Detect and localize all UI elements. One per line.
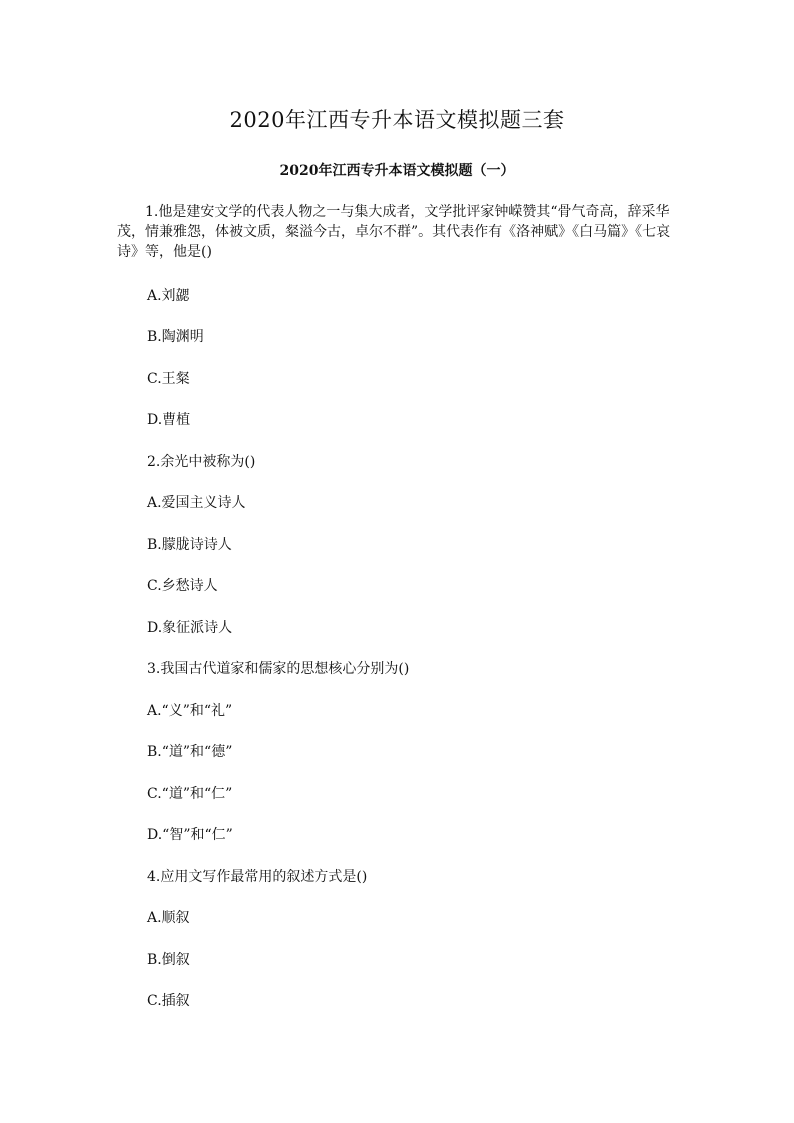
section-subtitle: 2020年江西专升本语文模拟题（一） (279, 163, 515, 179)
question-4-option-a: A.顺叙 (147, 910, 190, 926)
question-3-option-a: A.“义”和“礼” (147, 703, 233, 719)
question-1-option-c: C.王粲 (147, 371, 190, 387)
question-2-stem: 2.余光中被称为() (147, 454, 256, 470)
question-2-option-a: A.爱国主义诗人 (147, 495, 246, 511)
question-3-stem: 3.我国古代道家和儒家的思想核心分别为() (147, 661, 410, 677)
question-1-option-d: D.曹植 (147, 412, 191, 428)
question-3-option-d: D.“智”和“仁” (147, 827, 233, 843)
question-1-stem: 1.他是建安文学的代表人物之一与集大成者，文学批评家钟嵘赞其“骨气奇高，辞采华茂，情兼雅怨，体被文质，粲溢今古，卓尔不群”。其代表作有《洛神赋》《白马篇》《七哀诗》等，他是() (117, 204, 671, 260)
question-2-option-b: B.朦胧诗诗人 (147, 537, 232, 553)
question-4-option-c: C.插叙 (147, 993, 190, 1009)
question-1-option-a: A.刘勰 (147, 288, 190, 304)
question-2-option-c: C.乡愁诗人 (147, 578, 218, 594)
question-3-option-b: B.“道”和“德” (147, 744, 233, 760)
question-4-stem: 4.应用文写作最常用的叙述方式是() (147, 869, 368, 885)
document-title: 2020年江西专升本语文模拟题三套 (229, 108, 565, 132)
question-1-option-b: B.陶渊明 (147, 329, 204, 345)
question-3-option-c: C.“道”和“仁” (147, 786, 233, 802)
question-4-option-b: B.倒叙 (147, 952, 190, 968)
question-2-option-d: D.象征派诗人 (147, 620, 233, 636)
